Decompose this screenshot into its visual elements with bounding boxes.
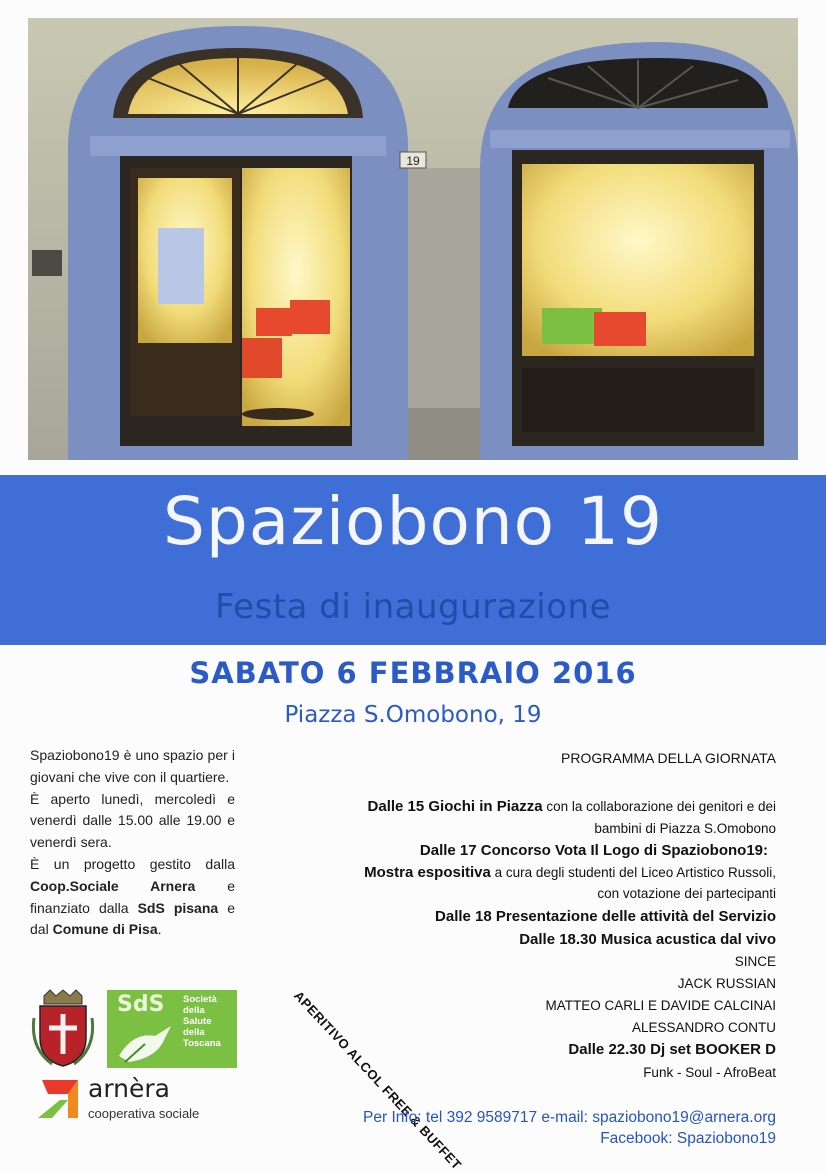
aperitivo-note: APERITIVO ALCOL FREE & BUFFET (291, 988, 465, 1173)
program-item-1-title: Dalle 15 Giochi in Piazza (367, 798, 543, 815)
storefront-photo (28, 18, 798, 460)
intro-coop: Coop.Sociale Arnera (30, 877, 196, 894)
program-item-1-line2: bambini di Piazza S.Omobono (594, 821, 776, 836)
artist-item: SINCE (734, 954, 776, 969)
sds-logo-line: Salute (183, 1016, 212, 1027)
facebook-line[interactable]: Facebook: Spaziobono19 (600, 1130, 776, 1147)
number-plate: 19 (406, 154, 420, 168)
event-date: SABATO 6 FEBBRAIO 2016 (189, 656, 637, 690)
comune-logo (30, 988, 96, 1068)
arnera-logo (38, 1074, 208, 1126)
program-item-6-genre: Funk - Soul - AfroBeat (643, 1065, 776, 1080)
arnera-name: arnèra (88, 1074, 170, 1103)
program-item-3-title: Mostra espositiva (364, 864, 491, 881)
program-item-4: Dalle 18 Presentazione delle attività del Servizio (435, 908, 776, 925)
sds-logo-line: della (183, 1005, 205, 1016)
intro-period: . (157, 921, 162, 938)
contact-line[interactable]: Per Info: tel 392 9589717 e-mail: spaziobono19@arnera.org (363, 1109, 776, 1126)
program-item-1-text: con la collaborazione dei genitori e dei (542, 799, 776, 814)
program-item-3 (364, 864, 776, 881)
intro-and-text: e dal (30, 899, 235, 938)
program-heading: PROGRAMMA DELLA GIORNATA (561, 750, 776, 766)
intro-project-text: È un progetto gestito dalla (30, 855, 235, 872)
contact-info (363, 1107, 776, 1149)
intro-comune: Comune di Pisa (52, 921, 158, 938)
program-item-3-text: a cura degli studenti del Liceo Artistico Russoli, (490, 865, 776, 880)
artist-item: ALESSANDRO CONTU (631, 1020, 776, 1035)
event-place: Piazza S.Omobono, 19 (284, 702, 542, 728)
comune-crest-icon (30, 988, 96, 1068)
intro-name: Spaziobono19 (30, 747, 120, 763)
page-subtitle: Festa di inaugurazione (214, 587, 612, 627)
program-item-1 (368, 798, 776, 815)
intro-sds: SdS pisana (137, 899, 219, 916)
sds-logo-line: Toscana (183, 1038, 221, 1049)
arnera-sub: cooperativa sociale (88, 1106, 200, 1121)
sds-logo-full (183, 994, 221, 1049)
sds-logo-short: SdS (117, 992, 165, 1017)
program-item-3-line2: con votazione dei partecipanti (597, 886, 776, 901)
artist-item: JACK RUSSIAN (677, 976, 776, 991)
intro-text (30, 745, 235, 941)
artist-item: MATTEO CARLI E DAVIDE CALCINAI (545, 998, 776, 1013)
sds-logo (107, 990, 237, 1068)
storefront-illustration (28, 18, 798, 460)
page-title: Spaziobono 19 (162, 483, 664, 560)
sds-logo-line: della (183, 1027, 205, 1038)
intro-desc: è uno spazio per i giovani che vive con il quartiere. (30, 747, 235, 785)
title-banner (0, 475, 826, 645)
program-item-6: Dalle 22.30 Dj set BOOKER D (568, 1041, 776, 1058)
sds-logo-line: Società (183, 994, 217, 1005)
intro-hours: È aperto lunedì, mercoledì e venerdì dalle 15.00 alle 19.00 e venerdì sera. (30, 790, 235, 851)
program-item-2: Dalle 17 Concorso Vota Il Logo di Spaziobono19: (419, 842, 768, 859)
sds-bird-icon (115, 1022, 175, 1064)
program-item-5: Dalle 18.30 Musica acustica dal vivo (519, 931, 776, 948)
arnera-mark-icon (38, 1074, 84, 1124)
intro-funded-text: e finanziato dalla (30, 877, 235, 916)
